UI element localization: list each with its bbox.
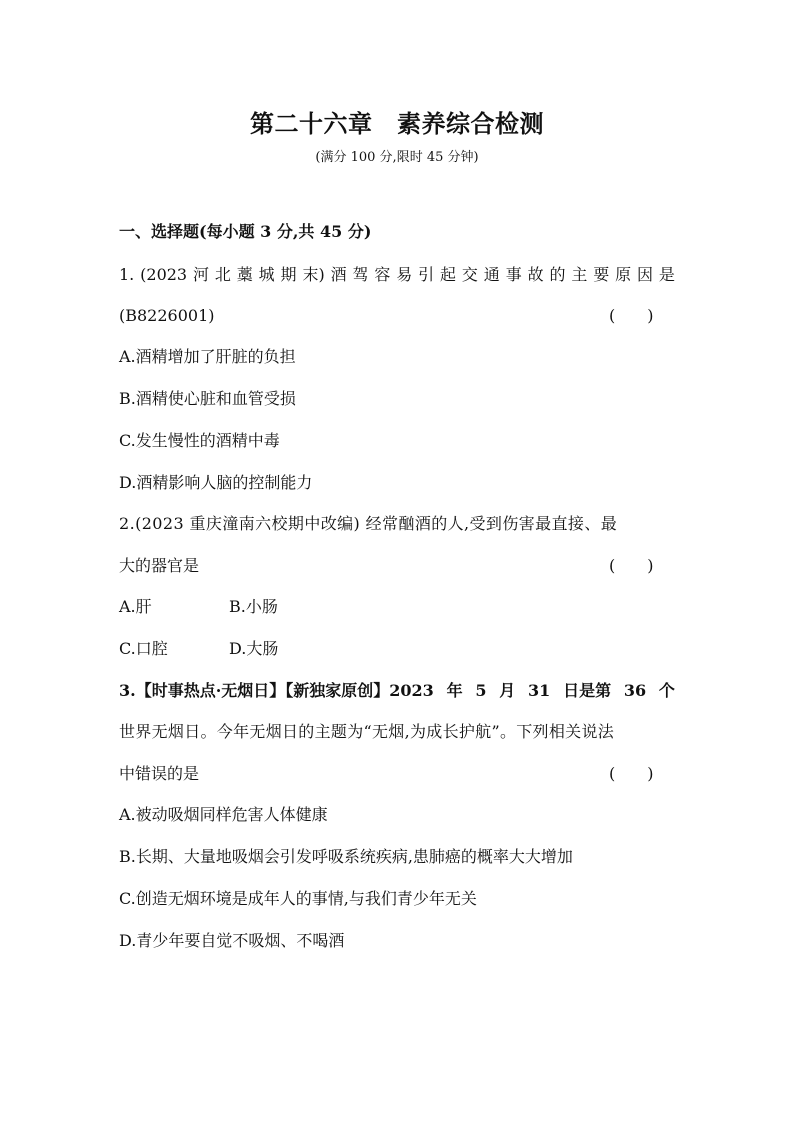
question-1-stem-char: 期 [280, 265, 297, 284]
question-1-stem-char: 容 [374, 265, 391, 284]
question-3-stem-part: 3.【时事热点·无烟日】【新独家原创】2023 [119, 681, 434, 700]
page-subtitle: (满分 100 分,限时 45 分钟) [315, 150, 479, 165]
question-2-option-d: D.大肠 [229, 639, 279, 658]
question-1-stem-char: 易 [396, 265, 413, 284]
question-1-stem-char: 酒 [330, 265, 347, 284]
section-heading: 一、选择题(每小题 3 分,共 45 分) [119, 222, 372, 241]
question-1-option-b: B.酒精使心脏和血管受损 [119, 389, 296, 408]
question-3-option-c: C.创造无烟环境是成年人的事情,与我们青少年无关 [119, 889, 477, 908]
question-3-option-b: B.长期、大量地吸烟会引发呼吸系统疾病,患肺癌的概率大大增加 [119, 847, 573, 866]
question-1-stem-char: 驾 [352, 265, 369, 284]
question-3-stem-cont: 世界无烟日。今年无烟日的主题为“无烟,为成长护航”。下列相关说法 [119, 722, 615, 741]
question-1-stem-char: 引 [418, 265, 435, 284]
question-2-answer-blank: ( ) [609, 556, 654, 575]
question-3-stem-part: 5 [475, 681, 487, 700]
question-1-stem-char: 要 [593, 265, 610, 284]
question-1-stem-char: 故 [527, 265, 544, 284]
question-2-stem: 2.(2023 重庆潼南六校期中改编) 经常酗酒的人,受到伤害最直接、最 [119, 514, 618, 533]
question-1-option-a: A.酒精增加了肝脏的负担 [119, 347, 296, 366]
question-1-stem-char: 主 [571, 265, 588, 284]
question-1-stem-char: 末) [302, 265, 325, 284]
page-title: 第二十六章 素养综合检测 [250, 110, 544, 138]
question-1-stem-char: 因 [637, 265, 654, 284]
question-1-stem-char: 是 [658, 265, 675, 284]
question-1-answer-blank: ( ) [609, 306, 654, 325]
question-1-stem-char: (2023 [140, 265, 188, 284]
question-3-stem-part: 36 [623, 681, 647, 700]
question-1-stem-char: 城 [258, 265, 275, 284]
question-3-stem-end: 中错误的是 [119, 764, 200, 783]
question-1-option-d: D.酒精影响人脑的控制能力 [119, 473, 313, 492]
question-3-stem [119, 681, 675, 701]
question-1-stem-char: 河 [192, 265, 209, 284]
question-1-stem-char: 1. [119, 265, 135, 284]
question-3-stem-part: 月 [499, 681, 516, 700]
question-2-stem-cont: 大的器官是 [119, 556, 200, 575]
question-3-answer-blank: ( ) [609, 764, 654, 783]
question-1-stem-char: 起 [440, 265, 457, 284]
question-3-stem-part: 个 [658, 681, 675, 700]
question-2-option-b: B.小肠 [229, 597, 278, 616]
question-1-stem [119, 265, 675, 285]
question-1-stem-char: 事 [505, 265, 522, 284]
question-1-stem-char: 通 [483, 265, 500, 284]
question-1-stem-char: 北 [214, 265, 231, 284]
question-3-stem-part: 31 [528, 681, 551, 700]
question-2-option-c: C.口腔 [119, 639, 168, 658]
question-2-option-a: A.肝 [119, 597, 152, 616]
question-3-option-a: A.被动吸烟同样危害人体健康 [119, 805, 328, 824]
question-1-code: (B8226001) [119, 306, 215, 325]
question-3-stem-part: 日是第 [563, 681, 612, 700]
question-1-stem-char: 藁 [236, 265, 253, 284]
question-3-stem-part: 年 [446, 681, 463, 700]
question-3-option-d: D.青少年要自觉不吸烟、不喝酒 [119, 931, 345, 950]
question-1-stem-char: 交 [461, 265, 478, 284]
question-1-option-c: C.发生慢性的酒精中毒 [119, 431, 280, 450]
question-1-stem-char: 的 [549, 265, 566, 284]
question-1-stem-char: 原 [615, 265, 632, 284]
